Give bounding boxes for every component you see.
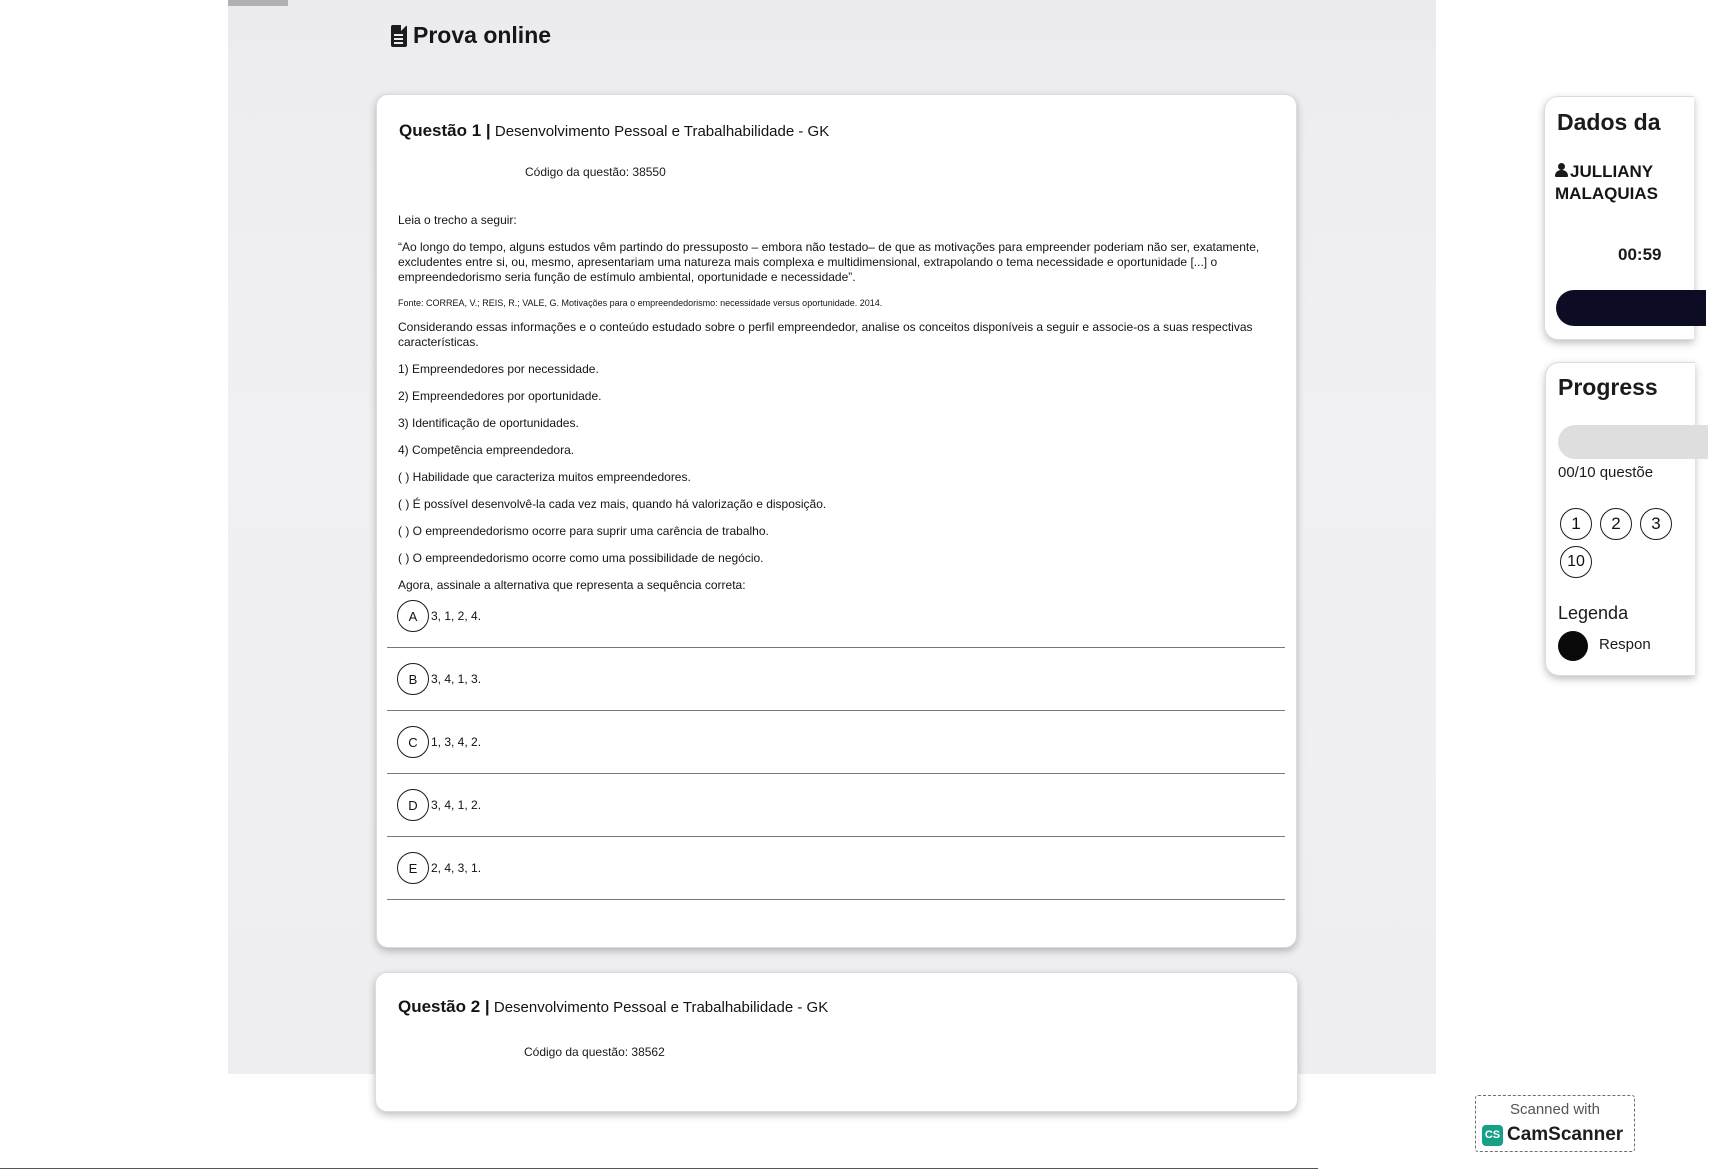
- page-title-text: Prova online: [413, 22, 552, 48]
- concept-item: 3) Identificação de oportunidades.: [398, 416, 579, 430]
- student-data-title: Dados da: [1557, 109, 1661, 135]
- option-letter[interactable]: E: [397, 852, 429, 884]
- question-nav-10[interactable]: 10: [1560, 546, 1592, 578]
- question-card-1: [376, 94, 1297, 948]
- page-title: [391, 22, 551, 49]
- question-nav-3[interactable]: 3: [1640, 508, 1672, 540]
- characteristic-item: ( ) O empreendedorismo ocorre como uma possibilidade de negócio.: [398, 551, 764, 565]
- question-title: [399, 121, 829, 141]
- option-text: 3, 4, 1, 3.: [431, 672, 482, 686]
- exam-timer: 00:59: [1618, 245, 1662, 264]
- question-number: Questão 1 |: [399, 121, 491, 140]
- question-subject: Desenvolvimento Pessoal e Trabalhabilidade - GK: [493, 999, 829, 1016]
- student-name-line1: JULLIANY: [1570, 162, 1654, 181]
- option-text: 1, 3, 4, 2.: [431, 735, 482, 749]
- question-instruction: Considerando essas informações e o conteúdo estudado sobre o perfil empreendedor, analise os conceitos disponíveis a seguir e associe-os a suas respectivas características.: [398, 320, 1253, 349]
- watermark-caption: Scanned with: [1509, 1101, 1601, 1118]
- user-icon: [1555, 163, 1568, 177]
- answered-legend-label: Respon: [1599, 636, 1651, 653]
- photo-edge-shadow: [228, 0, 288, 6]
- question-number: Questão 2 |: [398, 997, 490, 1016]
- characteristic-item: ( ) É possível desenvolvê-la cada vez mais, quando há valorização e disposição.: [398, 497, 827, 511]
- page-bottom-rule: [0, 1168, 1318, 1169]
- watermark-brand: CamScanner: [1507, 1124, 1624, 1145]
- screen-photo: [228, 0, 1662, 1074]
- student-name: [1555, 161, 1658, 205]
- concept-item: 4) Competência empreendedora.: [398, 443, 575, 457]
- progress-panel: [1545, 362, 1695, 676]
- progress-title: Progress: [1558, 374, 1658, 400]
- question-nav-2[interactable]: 2: [1600, 508, 1632, 540]
- question-title: [398, 997, 828, 1017]
- legend-title: Legenda: [1558, 603, 1629, 623]
- answer-option-c[interactable]: [387, 711, 1285, 774]
- characteristic-item: ( ) Habilidade que caracteriza muitos empreendedores.: [398, 470, 691, 484]
- answer-option-e[interactable]: [387, 837, 1285, 900]
- option-letter[interactable]: D: [397, 789, 429, 821]
- question-quote: “Ao longo do tempo, alguns estudos vêm partindo do pressuposto – embora não testado– de que as motivações para empreender poderiam não ser, exatamente, excludentes entre si, ou, mesmo, apresentariam uma natureza mais complexa e multidimensional, extrapolando o tema necessidade e oportunidade [...] o empreendedorismo seria função de estímulo ambiental, oportunidade e necessidade”.: [398, 240, 1260, 284]
- student-data-panel: [1544, 96, 1694, 340]
- question-nav-1[interactable]: 1: [1560, 508, 1592, 540]
- concept-item: 2) Empreendedores por oportunidade.: [398, 389, 602, 403]
- answer-option-a[interactable]: [387, 585, 1285, 648]
- progress-bar: [1558, 425, 1708, 459]
- answer-option-d[interactable]: [387, 774, 1285, 837]
- question-code: Código da questão: 38562: [524, 1045, 665, 1059]
- question-prompt: Agora, assinale a alternativa que representa a sequência correta:: [398, 578, 746, 592]
- camscanner-watermark: [1475, 1095, 1635, 1152]
- option-text: 2, 4, 3, 1.: [431, 861, 482, 875]
- concept-item: 1) Empreendedores por necessidade.: [398, 362, 599, 376]
- watermark-brand-row: [1482, 1124, 1623, 1146]
- question-intro: Leia o trecho a seguir:: [398, 213, 517, 227]
- option-letter[interactable]: C: [397, 726, 429, 758]
- question-subject: Desenvolvimento Pessoal e Trabalhabilidade - GK: [494, 123, 830, 140]
- camscanner-logo-icon: CS: [1482, 1125, 1503, 1146]
- question-code: Código da questão: 38550: [525, 165, 666, 179]
- question-body: [398, 213, 1278, 605]
- answered-legend-dot: [1558, 631, 1588, 661]
- document-icon: [391, 25, 407, 47]
- option-text: 3, 4, 1, 2.: [431, 798, 482, 812]
- option-text: 3, 1, 2, 4.: [431, 609, 482, 623]
- question-source: Fonte: CORREA, V.; REIS, R.; VALE, G. Motivações para o empreendedorismo: necessidade versus oportunidade. 2014.: [398, 298, 883, 308]
- characteristic-item: ( ) O empreendedorismo ocorre para suprir uma carência de trabalho.: [398, 524, 769, 538]
- answer-option-b[interactable]: [387, 648, 1285, 711]
- question-card-2: [375, 972, 1298, 1112]
- option-letter[interactable]: B: [397, 663, 429, 695]
- student-name-line2: MALAQUIAS: [1555, 184, 1658, 203]
- finish-exam-button[interactable]: [1556, 290, 1706, 326]
- option-letter[interactable]: A: [397, 600, 429, 632]
- progress-count: 00/10 questõe: [1558, 464, 1654, 481]
